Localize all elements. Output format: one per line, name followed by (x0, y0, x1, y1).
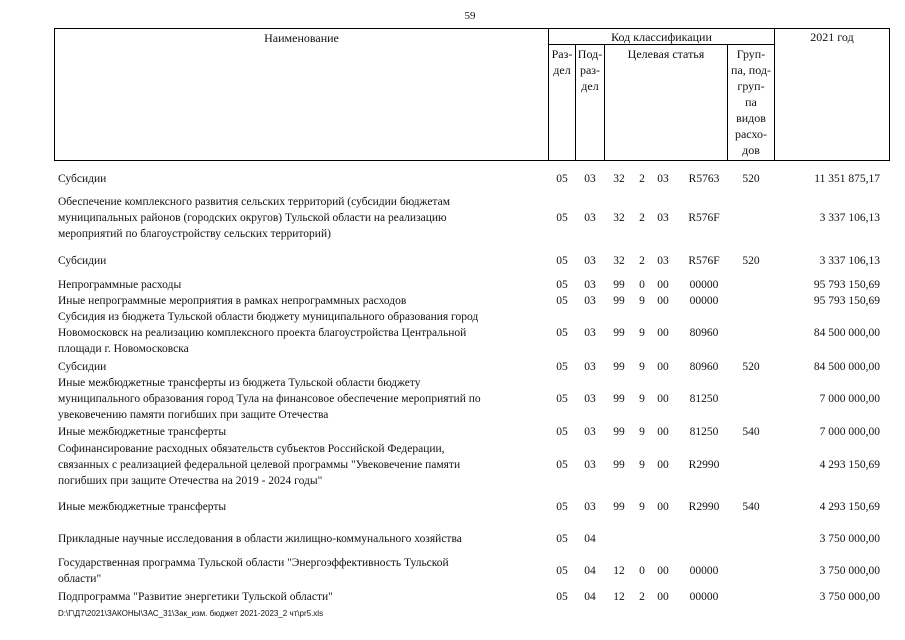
code-cs2: 9 (639, 501, 645, 513)
code-podrazdel: 03 (584, 173, 596, 185)
code-podrazdel: 03 (584, 295, 596, 307)
code-razdel: 05 (556, 501, 568, 513)
code-cs3: 00 (657, 327, 669, 339)
row-amount: 3 750 000,00 (819, 565, 880, 577)
code-cs4: 80960 (689, 327, 719, 339)
code-cs4: 81250 (689, 393, 719, 405)
header-name: Наименование (264, 31, 339, 45)
code-cs4: 81250 (689, 426, 719, 438)
code-podrazdel: 04 (584, 591, 596, 603)
page-number: 59 (464, 10, 476, 22)
header-target-article: Целевая статья (627, 47, 705, 61)
code-cs4: R2990 (688, 501, 720, 513)
code-podrazdel: 03 (584, 501, 596, 513)
code-razdel: 05 (556, 295, 568, 307)
code-vid: 520 (742, 173, 760, 185)
row-amount: 95 793 150,69 (813, 279, 880, 291)
row-name: Субсидии (58, 173, 107, 185)
row-amount: 3 750 000,00 (819, 591, 880, 603)
row-amount: 84 500 000,00 (813, 361, 880, 373)
code-razdel: 05 (556, 327, 568, 339)
code-razdel: 05 (556, 173, 568, 185)
row-name: Субсидии (58, 361, 107, 373)
code-cs1: 12 (613, 591, 625, 603)
code-razdel: 05 (556, 361, 568, 373)
code-razdel: 05 (556, 459, 568, 471)
code-podrazdel: 03 (584, 279, 596, 291)
code-vid: 520 (742, 255, 760, 267)
code-cs3: 03 (657, 212, 669, 224)
code-cs1: 99 (613, 426, 625, 438)
file-path-footer: D:\Г\Д7\2021\ЗАКОНЫ\ЗАС_31\Зак_изм. бюджет 2021-2023_2 чт\pr5.xls (58, 609, 324, 618)
code-cs3: 00 (657, 361, 669, 373)
code-cs2: 9 (639, 459, 645, 471)
code-cs3: 00 (657, 279, 669, 291)
code-cs3: 00 (657, 565, 669, 577)
row-amount: 84 500 000,00 (813, 327, 880, 339)
code-podrazdel: 03 (584, 212, 596, 224)
code-cs2: 9 (639, 426, 645, 438)
code-cs4: R576F (688, 255, 720, 267)
code-cs2: 2 (639, 173, 645, 185)
code-cs1: 99 (613, 393, 625, 405)
row-name: Иные межбюджетные трансферты (58, 501, 227, 513)
code-razdel: 05 (556, 565, 568, 577)
code-cs3: 00 (657, 426, 669, 438)
row-name: Софинансирование расходных обязательств субъектов Российской Федерации, связанных с реализацией федеральной целевой программы "Увековечение памяти погибших при защите Отечества на 2019 - 2024 годы" (58, 443, 461, 487)
code-cs4: R5763 (688, 173, 720, 185)
row-amount: 7 000 000,00 (819, 393, 880, 405)
row-name: Иные межбюджетные трансферты из бюджета Тульской области бюджету муниципального образования город Тула на финансовое обеспечение мероприятий по увековечению памяти погибших при защите Отечества (58, 377, 481, 421)
code-cs2: 9 (639, 361, 645, 373)
code-razdel: 05 (556, 212, 568, 224)
code-cs2: 0 (639, 279, 645, 291)
code-vid: 540 (742, 426, 760, 438)
row-name: Прикладные научные исследования в области жилищно-коммунального хозяйства (58, 533, 462, 545)
code-cs1: 32 (613, 173, 625, 185)
header-code-group: Код классификации (611, 30, 712, 44)
code-cs2: 9 (639, 393, 645, 405)
row-name: Государственная программа Тульской области "Энергоэффективность Тульской области" (58, 557, 449, 585)
code-razdel: 05 (556, 279, 568, 291)
code-cs2: 2 (639, 591, 645, 603)
code-cs3: 00 (657, 295, 669, 307)
row-name: Иные межбюджетные трансферты (58, 426, 227, 438)
code-cs3: 00 (657, 591, 669, 603)
code-razdel: 05 (556, 533, 568, 545)
code-razdel: 05 (556, 393, 568, 405)
code-cs4: R2990 (688, 459, 720, 471)
header-razdel: Раз- дел (551, 47, 573, 77)
row-amount: 3 750 000,00 (819, 533, 880, 545)
code-cs4: 00000 (689, 591, 719, 603)
code-vid: 520 (742, 361, 760, 373)
code-podrazdel: 03 (584, 459, 596, 471)
code-cs3: 03 (657, 173, 669, 185)
header-expense-type: Груп- па, под- груп- па видов расхо- дов (731, 47, 771, 157)
row-name: Обеспечение комплексного развития сельских территорий (субсидии бюджетам муниципальных районов (городских округов) Тульской области на реализацию мероприятий по благоустройству сельских территорий) (58, 196, 450, 240)
code-cs1: 32 (613, 212, 625, 224)
code-cs1: 99 (613, 501, 625, 513)
code-cs3: 00 (657, 459, 669, 471)
row-amount: 3 337 106,13 (819, 212, 880, 224)
code-cs1: 99 (613, 295, 625, 307)
row-name: Непрограммные расходы (58, 279, 182, 291)
code-podrazdel: 04 (584, 565, 596, 577)
code-razdel: 05 (556, 426, 568, 438)
code-cs4: 80960 (689, 361, 719, 373)
header-year: 2021 год (810, 30, 854, 44)
row-name: Подпрограмма "Развитие энергетики Тульской области" (58, 591, 333, 603)
code-cs2: 9 (639, 295, 645, 307)
code-cs1: 99 (613, 361, 625, 373)
code-podrazdel: 03 (584, 426, 596, 438)
code-razdel: 05 (556, 591, 568, 603)
code-cs2: 9 (639, 327, 645, 339)
code-cs4: 00000 (689, 295, 719, 307)
code-cs2: 2 (639, 255, 645, 267)
code-vid: 540 (742, 501, 760, 513)
code-cs1: 99 (613, 279, 625, 291)
row-name: Иные непрограммные мероприятия в рамках непрограммных расходов (58, 295, 407, 307)
code-podrazdel: 03 (584, 361, 596, 373)
code-cs4: R576F (688, 212, 720, 224)
code-cs1: 99 (613, 459, 625, 471)
code-cs2: 2 (639, 212, 645, 224)
code-cs1: 12 (613, 565, 625, 577)
row-amount: 4 293 150,69 (819, 501, 880, 513)
code-cs4: 00000 (689, 565, 719, 577)
row-amount: 4 293 150,69 (819, 459, 880, 471)
code-cs3: 03 (657, 255, 669, 267)
code-razdel: 05 (556, 255, 568, 267)
row-name: Субсидия из бюджета Тульской области бюджету муниципального образования город Новомосковск на реализацию комплексного проекта благоустройства Центральной площади г. Новомосковска (58, 311, 479, 355)
row-amount: 7 000 000,00 (819, 426, 880, 438)
code-podrazdel: 03 (584, 393, 596, 405)
code-podrazdel: 03 (584, 327, 596, 339)
header-podrazdel: Под- раз- дел (577, 47, 603, 93)
row-amount: 3 337 106,13 (819, 255, 880, 267)
code-cs4: 00000 (689, 279, 719, 291)
code-cs2: 0 (639, 565, 645, 577)
code-cs1: 32 (613, 255, 625, 267)
code-podrazdel: 04 (584, 533, 596, 545)
row-amount: 11 351 875,17 (814, 173, 880, 185)
row-name: Субсидии (58, 255, 107, 267)
code-podrazdel: 03 (584, 255, 596, 267)
code-cs3: 00 (657, 393, 669, 405)
row-amount: 95 793 150,69 (813, 295, 880, 307)
code-cs3: 00 (657, 501, 669, 513)
code-cs1: 99 (613, 327, 625, 339)
